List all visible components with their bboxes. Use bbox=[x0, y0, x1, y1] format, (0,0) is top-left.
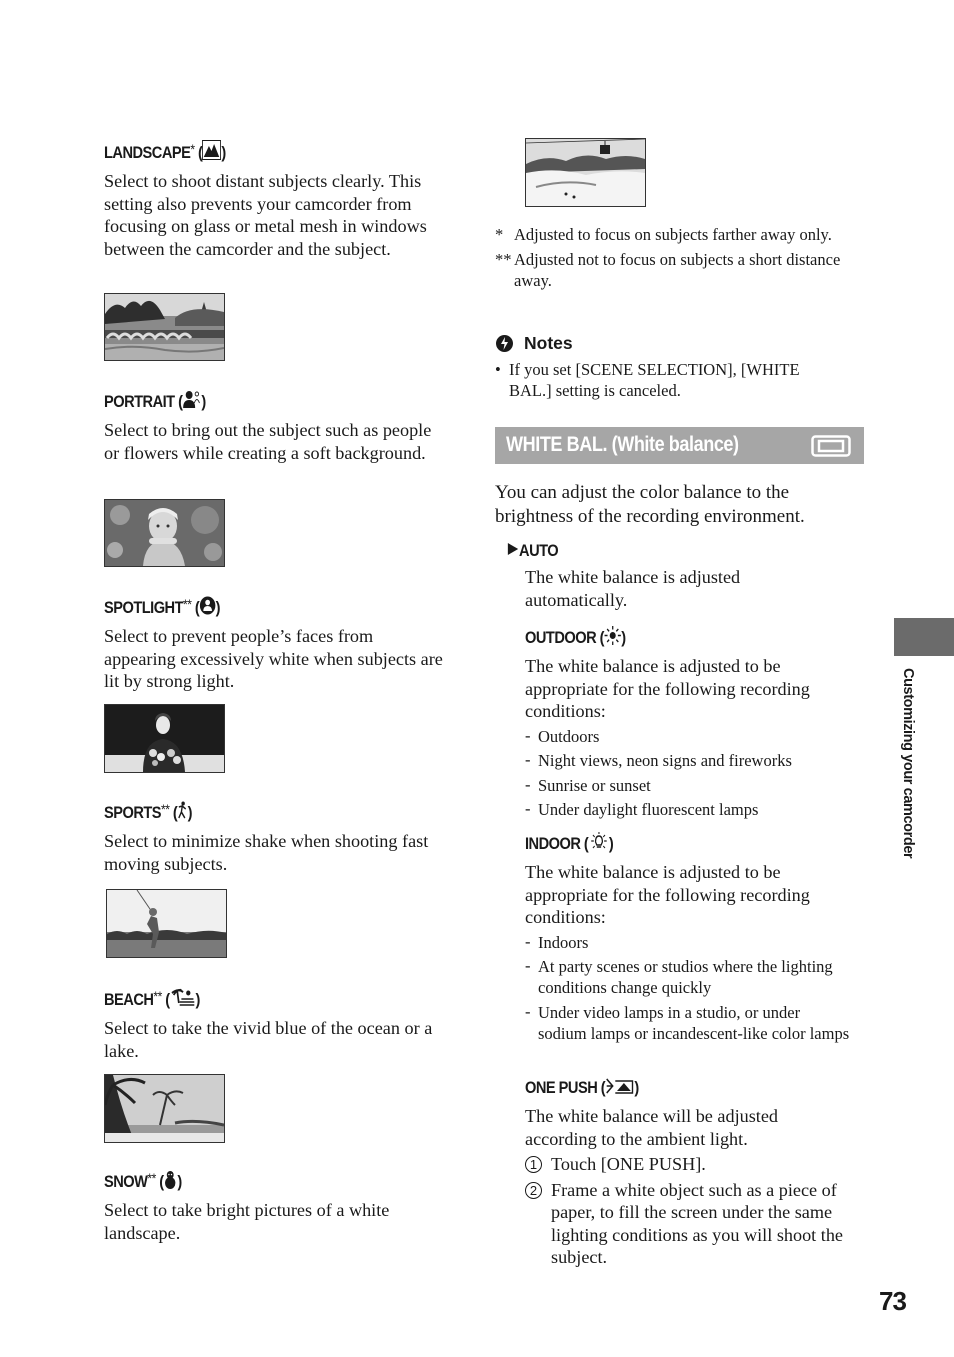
portrait-heading: PORTRAIT ( ) bbox=[104, 390, 396, 414]
beach-section bbox=[104, 987, 444, 1062]
list-item: - At party scenes or studios where the lighting conditions change quickly bbox=[525, 956, 850, 998]
snow-sample-image bbox=[525, 138, 646, 207]
portrait-icon bbox=[183, 390, 202, 414]
footnote-item: * Adjusted to focus on subjects farther away only. bbox=[495, 225, 832, 244]
snowman-icon bbox=[164, 1170, 178, 1194]
landscape-section bbox=[104, 140, 444, 260]
beach-heading: BEACH** ( ) bbox=[104, 987, 396, 1012]
spotlight-description: Select to prevent people’s faces from appearing excessively white when subjects are lit by strong light. bbox=[104, 626, 443, 691]
spotlight-sample-image bbox=[104, 704, 225, 773]
spotlight-heading: SPOTLIGHT** ( ) bbox=[104, 596, 396, 620]
step-text: Frame a white object such as a piece of paper, to fill the screen under the same lighting conditions as you will shoot the subject. bbox=[551, 1179, 844, 1267]
portrait-section bbox=[104, 390, 444, 464]
landscape-sample-image bbox=[104, 293, 225, 361]
white-balance-title: WHITE BAL. (White balance) bbox=[506, 433, 739, 456]
spotlight-section bbox=[104, 596, 444, 693]
one-push-heading: ONE PUSH ( ) bbox=[525, 1077, 813, 1100]
one-push-step bbox=[525, 1153, 860, 1176]
one-push-option bbox=[525, 1077, 860, 1269]
snow-section bbox=[104, 1170, 444, 1244]
notes-section bbox=[495, 333, 845, 401]
list-item: - Outdoors bbox=[525, 726, 855, 747]
step-number: 1 bbox=[525, 1156, 542, 1173]
white-balance-intro: You can adjust the color balance to the brightness of the recording environment. bbox=[495, 482, 805, 527]
beach-icon bbox=[170, 987, 196, 1012]
outdoor-description: The white balance is adjusted to be appropriate for the following recording conditions: bbox=[525, 656, 810, 721]
indoor-heading: INDOOR ( ) bbox=[525, 832, 809, 856]
list-item: - Under daylight fluorescent lamps bbox=[525, 799, 855, 820]
sports-section bbox=[104, 801, 444, 875]
outdoor-conditions-list bbox=[525, 726, 855, 821]
snow-heading: SNOW** ( ) bbox=[104, 1170, 396, 1194]
one-push-description: The white balance will be adjusted according to the ambient light. bbox=[525, 1106, 779, 1149]
auto-option bbox=[507, 541, 857, 611]
list-item: - Under video lamps in a studio, or under sodium lamps or incandescent-like color lamps bbox=[525, 1002, 850, 1044]
notes-icon bbox=[495, 334, 514, 353]
one-push-step bbox=[525, 1179, 860, 1269]
sports-sample-image bbox=[106, 889, 227, 958]
outdoor-option bbox=[525, 626, 855, 824]
step-text: Touch [ONE PUSH]. bbox=[551, 1154, 706, 1174]
footnote-item: ** Adjusted not to focus on subjects a short distance away. bbox=[495, 250, 841, 290]
list-item: - Sunrise or sunset bbox=[525, 775, 855, 796]
indoor-conditions-list bbox=[525, 932, 850, 1044]
notes-item: • If you set [SCENE SELECTION], [WHITE BAL.] setting is canceled. bbox=[495, 360, 800, 400]
chapter-label: Customizing your camcorder bbox=[900, 668, 916, 859]
auto-heading: AUTO bbox=[507, 541, 808, 561]
footnotes bbox=[495, 224, 845, 291]
snow-description: Select to take bright pictures of a white landscape. bbox=[104, 1200, 390, 1243]
white-balance-banner bbox=[495, 427, 864, 464]
sports-description: Select to minimize shake when shooting fast moving subjects. bbox=[104, 831, 429, 874]
default-marker-icon bbox=[507, 541, 519, 561]
one-push-icon bbox=[605, 1077, 634, 1100]
list-item: - Indoors bbox=[525, 932, 850, 953]
indoor-option bbox=[525, 832, 855, 1047]
step-number: 2 bbox=[525, 1182, 542, 1199]
sports-heading: SPORTS** ( ) bbox=[104, 801, 396, 825]
spotlight-icon bbox=[199, 596, 215, 620]
mountain-icon bbox=[202, 140, 221, 165]
outdoor-heading: OUTDOOR ( ) bbox=[525, 626, 809, 650]
notes-heading: Notes bbox=[495, 333, 845, 354]
sun-icon bbox=[604, 626, 621, 650]
bulb-icon bbox=[588, 832, 609, 856]
page-number: 73 bbox=[879, 1286, 906, 1316]
portrait-sample-image bbox=[104, 499, 225, 567]
auto-description: The white balance is adjusted automatically. bbox=[525, 567, 741, 610]
portrait-description: Select to bring out the subject such as people or flowers while creating a soft background. bbox=[104, 420, 432, 463]
beach-sample-image bbox=[104, 1074, 225, 1143]
list-item: - Night views, neon signs and fireworks bbox=[525, 750, 855, 771]
landscape-description: Select to shoot distant subjects clearly. This setting also prevents your camcorder from focusing on glass or metal mesh in windows between the camcorder and the subject. bbox=[104, 171, 427, 259]
menu-category-icon bbox=[811, 435, 851, 462]
beach-description: Select to take the vivid blue of the ocean or a lake. bbox=[104, 1018, 433, 1061]
indoor-description: The white balance is adjusted to be appropriate for the following recording conditions: bbox=[525, 862, 810, 927]
landscape-heading: LANDSCAPE* ( ) bbox=[104, 140, 396, 165]
sports-icon bbox=[177, 801, 187, 825]
chapter-tab bbox=[894, 618, 954, 656]
